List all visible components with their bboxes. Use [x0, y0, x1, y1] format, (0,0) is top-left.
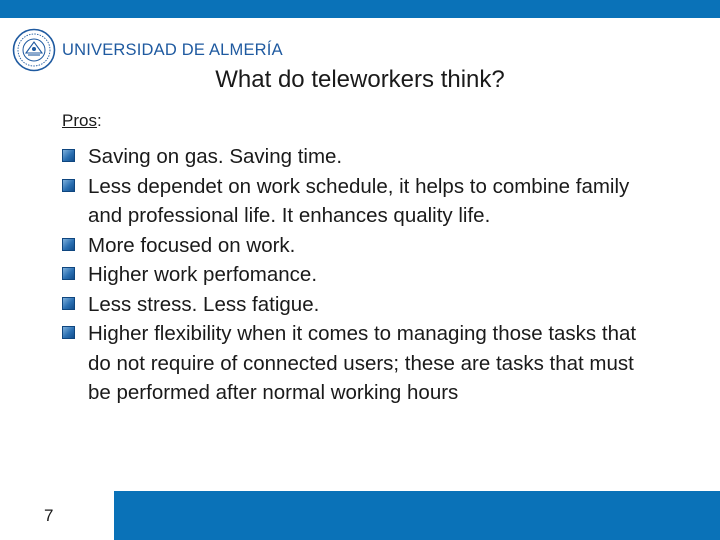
pros-bullet-list [62, 142, 662, 408]
square-bullet-icon [62, 179, 75, 192]
pros-colon: : [96, 111, 102, 130]
bullet-text: Less stress. Less fatigue. [88, 292, 320, 316]
list-item [62, 142, 662, 172]
square-bullet-icon [62, 326, 75, 339]
page-number: 7 [44, 506, 54, 525]
list-item [62, 319, 662, 408]
footer-accent-bar [114, 491, 720, 540]
list-item [62, 260, 662, 290]
university-name: UNIVERSIDAD DE ALMERÍA [62, 40, 283, 59]
square-bullet-icon [62, 297, 75, 310]
bullet-text: Higher flexibility when it comes to managing those tasks that do not require of connected users; these are tasks that must be performed after normal working hours [88, 322, 637, 404]
pros-label: Pros [62, 111, 97, 130]
list-item [62, 172, 662, 231]
footer-page-area [0, 491, 114, 540]
slide-title [0, 66, 720, 94]
top-accent-bar [0, 0, 720, 18]
square-bullet-icon [62, 267, 75, 280]
list-item [62, 231, 662, 261]
slide-title-text: What do teleworkers think? [215, 66, 505, 93]
bullet-text: More focused on work. [88, 233, 296, 257]
bullet-text: Saving on gas. Saving time. [88, 145, 343, 168]
bullet-text: Higher work perfomance. [88, 263, 318, 286]
square-bullet-icon [62, 238, 75, 251]
square-bullet-icon [62, 149, 75, 162]
list-item [62, 290, 662, 320]
bullet-text: Less dependet on work schedule, it helps to combine family and professional life. It enhances quality life. [88, 174, 630, 227]
pros-heading [62, 111, 102, 131]
